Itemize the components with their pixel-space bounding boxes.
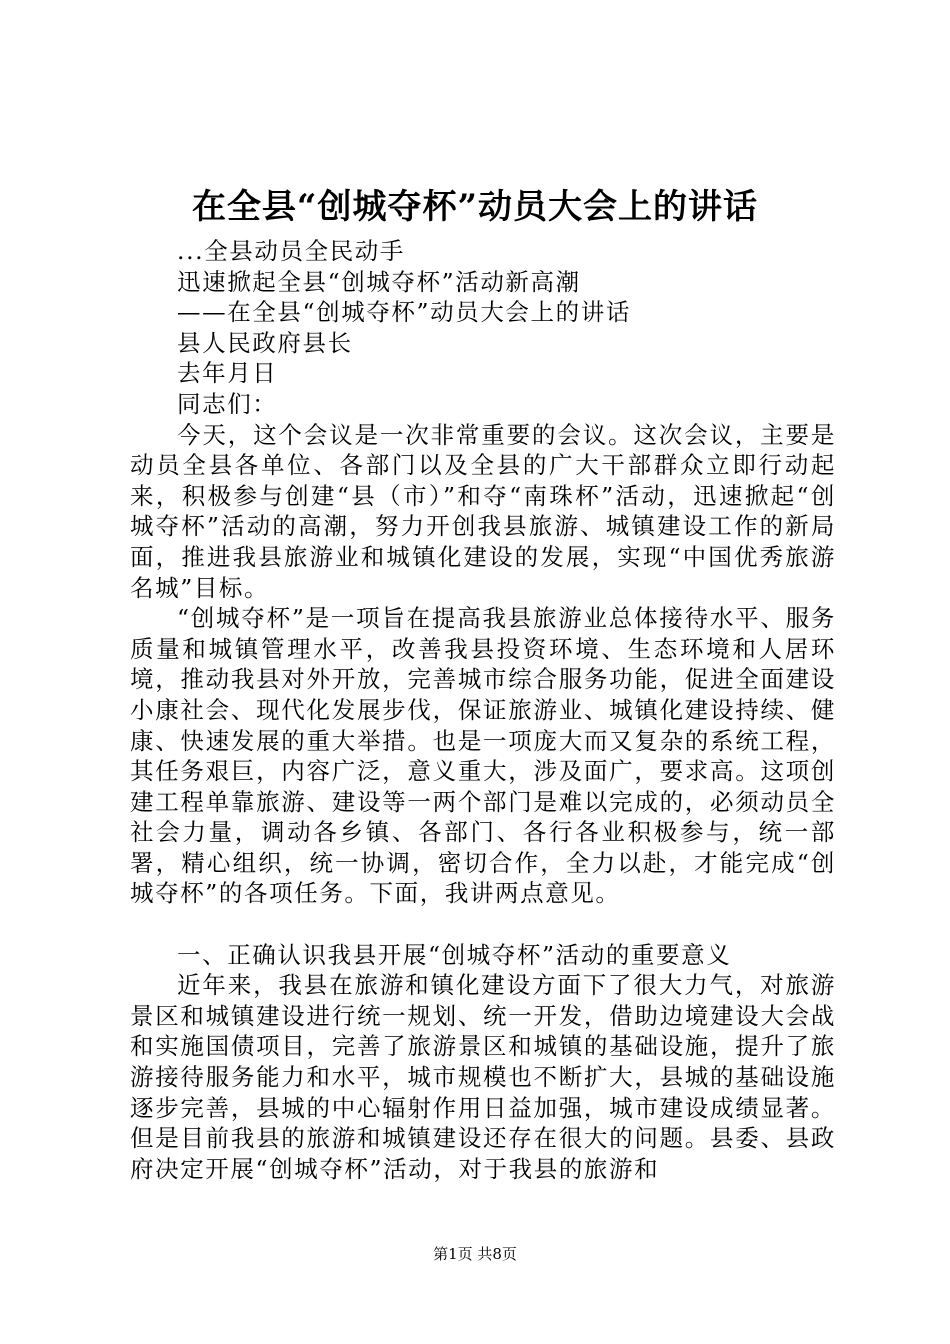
document-body — [130, 236, 836, 1184]
header-salutation-line: 同志们： — [177, 389, 278, 418]
header-slogan-line: ...全县动员全民动手 — [177, 237, 406, 265]
document-title: 在全县“创城夺杯”动员大会上的讲话 — [191, 187, 759, 227]
page-footer: 第1页 共8页 — [433, 1245, 517, 1263]
section-spacer — [130, 909, 836, 940]
paragraph-intro: 今天，这个会议是一次非常重要的会议。这次会议，主要是动员全县各单位、各部门以及全县的广大干部群众立即行动起来，积极参与创建“县（市）”和夺“南珠杯”活动，迅速掀起“创城夺杯”活动的高潮，努力开创我县旅游、城镇建设工作的新局面，推进我县旅游业和城镇化建设的发展，实现“中国优秀旅游名城”目标。 — [130, 420, 836, 602]
paragraph-overview: “创城夺杯”是一项旨在提高我县旅游业总体接待水平、服务质量和城镇管理水平，改善我县投资环境、生态环境和人居环境，推动我县对外开放，完善城市综合服务功能，促进全面建设小康社会、现代化发展步伐，保证旅游业、城镇化建设持续、健康、快速发展的重大举措。也是一项庞大而又复杂的系统工程，其任务艰巨，内容广泛，意义重大，涉及面广，要求高。这项创建工程单靠旅游、建设等一两个部门是难以完成的，必须动员全社会力量，调动各乡镇、各部门、各行各业积极参与，统一部署，精心组织，统一协调，密切合作，全力以赴，才能完成“创城夺杯”的各项任务。下面，我讲两点意见。 — [130, 604, 836, 908]
section-heading: 一、正确认识我县开展“创城夺杯”活动的重要意义 — [177, 940, 732, 969]
header-occasion-line: ——在全县“创城夺杯”动员大会上的讲话 — [177, 298, 631, 327]
header-subtitle-line: 迅速掀起全县“创城夺杯”活动新高潮 — [177, 267, 581, 296]
header-speaker-line: 县人民政府县长 — [177, 328, 353, 357]
paragraph-section-one: 近年来，我县在旅游和镇化建设方面下了很大力气，对旅游景区和城镇建设进行统一规划、统一开发，借助边境建设大会战和实施国债项目，完善了旅游景区和城镇的基础设施，提升了旅游接待服务能力和水平，城市规模也不断扩大，县城的基础设施逐步完善，县城的中心辐射作用日益加强，城市建设成绩显著。但是目前我县的旅游和城镇建设还存在很大的问题。县委、县政府决定开展“创城夺杯”活动，对于我县的旅游和 — [130, 971, 836, 1183]
header-date-line: 去年月日 — [177, 359, 278, 388]
